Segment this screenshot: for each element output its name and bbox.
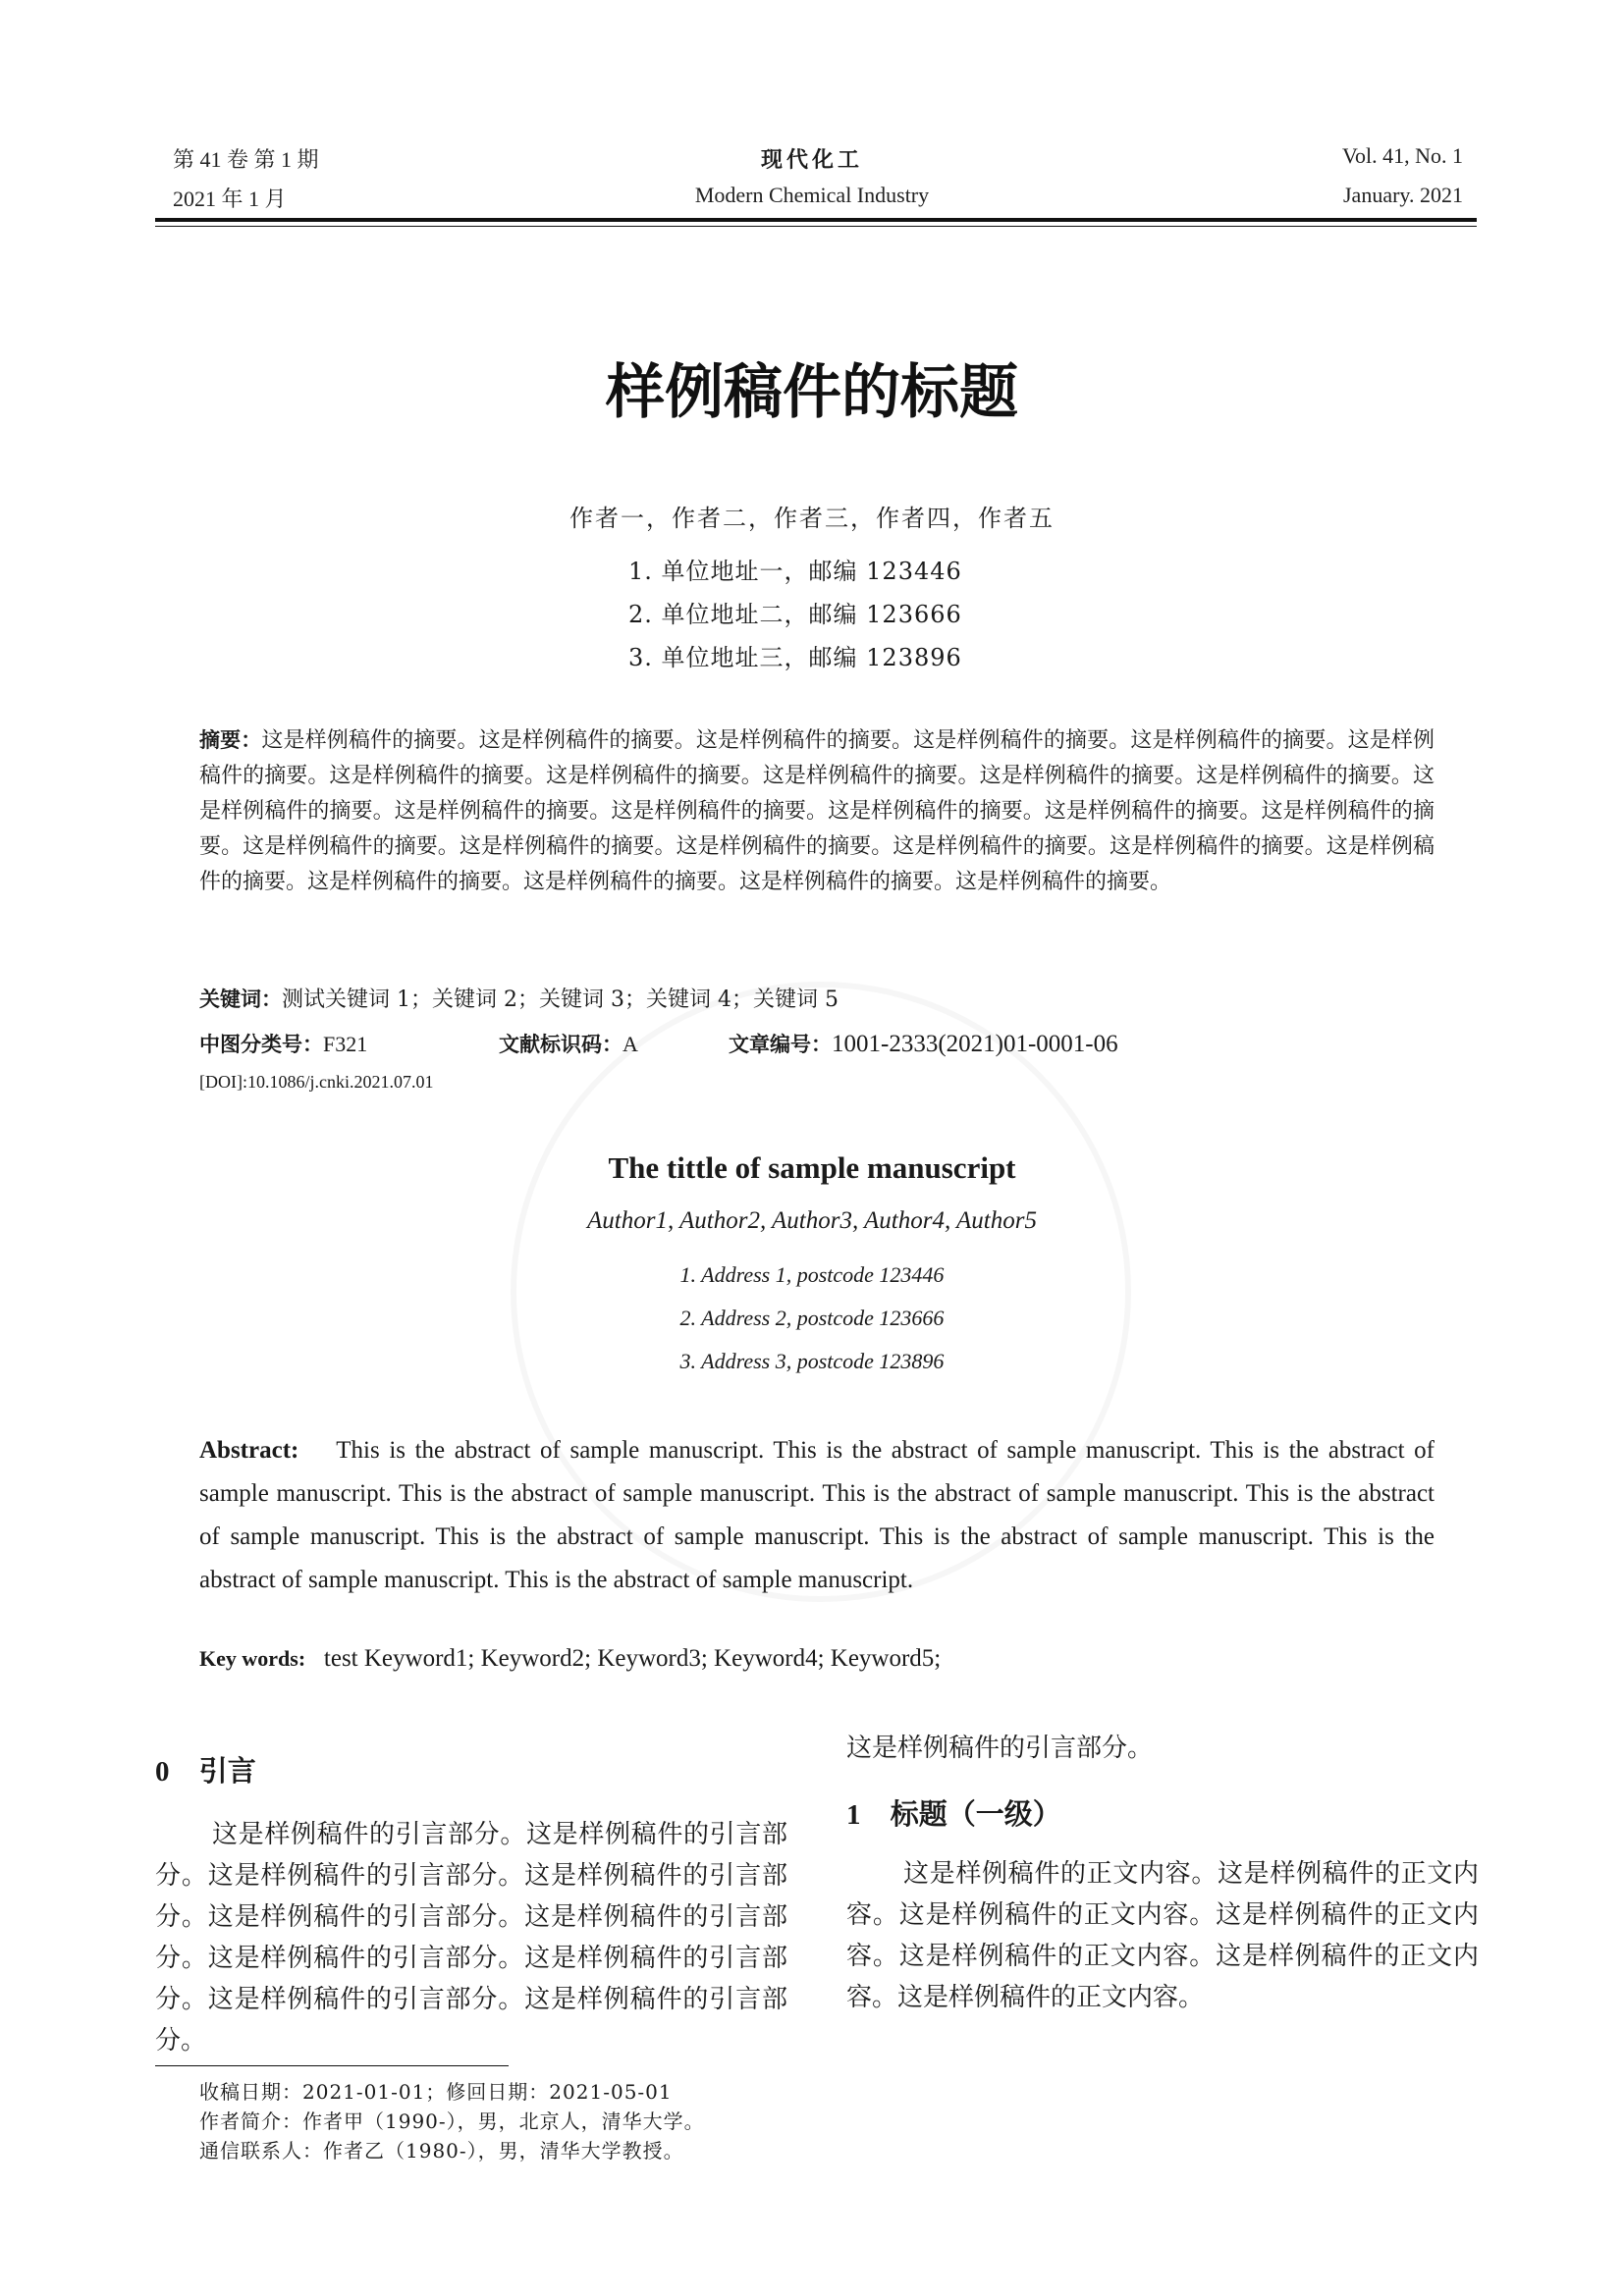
- header-volume-en: Vol. 41, No. 1: [1341, 143, 1463, 168]
- article-value: 1001-2333(2021)01-0001-06: [832, 1031, 1118, 1057]
- section-0-heading: [155, 1749, 256, 1789]
- affiliation-cn-1: 1. 单位地址一，邮编 123446: [628, 558, 962, 585]
- page-title-en: The tittle of sample manuscript: [608, 1150, 1016, 1185]
- article-number: [729, 1029, 1118, 1058]
- journal-name-cn: 现代化工: [760, 147, 863, 173]
- section-1-heading: [846, 1792, 1061, 1833]
- section-0-title: 引言: [198, 1754, 256, 1788]
- abstract-cn: [199, 722, 1435, 900]
- authors-en: Author1, Author2, Author3, Author4, Author5: [587, 1207, 1037, 1234]
- doc-code: [499, 1029, 638, 1058]
- footnote-corresponding: 通信联系人：作者乙（1980-），男，清华大学教授。: [199, 2139, 684, 2163]
- abstract-cn-text: 这是样例稿件的摘要。这是样例稿件的摘要。这是样例稿件的摘要。这是样例稿件的摘要。这是样例稿件的摘要。这是样例稿件的摘要。这是样例稿件的摘要。这是样例稿件的摘要。这是样例稿件的摘要。这是样例稿件的摘要。这是样例稿件的摘要。这是样例稿件的摘要。这是样例稿件的摘要。这是样例稿件的摘要。这是样例稿件的摘要。这是样例稿件的摘要。这是样例稿件的摘要。这是样例稿件的摘要。这是样例稿件的摘要。这是样例稿件的摘要。这是样例稿件的摘要。这是样例稿件的摘要。这是样例稿件的摘要。这是样例稿件的摘要。这是样例稿件的摘要。这是样例稿件的摘要。这是样例稿件的摘要。: [199, 728, 1435, 894]
- page-title-cn: 样例稿件的标题: [606, 358, 1018, 427]
- keywords-cn: [199, 982, 1435, 1018]
- clc-number: [199, 1029, 367, 1058]
- keywords-cn-text: 测试关键词 1；关键词 2；关键词 3；关键词 4；关键词 5: [282, 988, 839, 1012]
- doc-label: 文献标识码：: [499, 1033, 623, 1056]
- abstract-cn-label: 摘要：: [199, 728, 262, 752]
- keywords-cn-label: 关键词：: [199, 988, 282, 1011]
- doc-value: A: [623, 1032, 638, 1056]
- clc-value: F321: [323, 1032, 368, 1056]
- abstract-en-text: This is the abstract of sample manuscript. This is the abstract of sample manuscript. This is the abstract of sample manuscript. This is the abstract of sample manuscript. This is the abstract of sample manuscript. This is the abstract of sample manuscript. This is the abstract of sample manuscript. This is the abstract of sample manuscript. This is the abstract of sample manuscript. This is the abstract of sample manuscript.: [199, 1437, 1435, 1593]
- keywords-en-text: test Keyword1; Keyword2; Keyword3; Keyword4; Keyword5;: [323, 1645, 942, 1672]
- journal-name-en: Modern Chemical Industry: [694, 183, 930, 207]
- authors-cn: 作者一，作者二，作者三，作者四，作者五: [569, 505, 1055, 532]
- header-date-en: January. 2021: [1343, 183, 1463, 207]
- abstract-en: [199, 1429, 1435, 1602]
- section-0-number: 0: [155, 1756, 170, 1788]
- keywords-en-label: Key words:: [199, 1646, 306, 1671]
- section-0-continued: 这是样例稿件的引言部分。: [846, 1734, 1154, 1763]
- header-rule-thick: [155, 218, 1477, 222]
- article-label: 文章编号：: [729, 1033, 832, 1056]
- section-1-number: 1: [846, 1799, 861, 1831]
- header-date-cn: 2021 年 1 月: [173, 187, 287, 211]
- doi: [DOI]:10.1086/j.cnki.2021.07.01: [199, 1072, 434, 1092]
- footnote-received: 收稿日期：2021-01-01；修回日期：2021-05-01: [199, 2080, 673, 2104]
- affiliation-cn-2: 2. 单位地址二，邮编 123666: [628, 601, 962, 628]
- clc-label: 中图分类号：: [199, 1033, 323, 1056]
- affiliation-en-1: 1. Address 1, postcode 123446: [679, 1262, 945, 1287]
- section-1-body: 这是样例稿件的正文内容。这是样例稿件的正文内容。这是样例稿件的正文内容。这是样例稿件的正文内容。这是样例稿件的正文内容。这是样例稿件的正文内容。这是样例稿件的正文内容。: [846, 1859, 1479, 2012]
- keywords-en: [199, 1645, 941, 1673]
- header-volume-cn: 第 41 卷 第 1 期: [173, 147, 319, 172]
- section-0-body: 这是样例稿件的引言部分。这是样例稿件的引言部分。这是样例稿件的引言部分。这是样例稿件的引言部分。这是样例稿件的引言部分。这是样例稿件的引言部分。这是样例稿件的引言部分。这是样例稿件的引言部分。这是样例稿件的引言部分。这是样例稿件的引言部分。: [155, 1820, 787, 2056]
- header-rule-thin: [155, 226, 1477, 227]
- footnote-rule: [155, 2065, 509, 2066]
- abstract-en-label: Abstract:: [199, 1437, 299, 1464]
- section-1-title: 标题（一级）: [890, 1797, 1061, 1831]
- affiliation-cn-3: 3. 单位地址三，邮编 123896: [628, 644, 962, 671]
- affiliation-en-2: 2. Address 2, postcode 123666: [679, 1306, 945, 1330]
- footnote-author-bio: 作者简介：作者甲（1990-），男，北京人，清华大学。: [199, 2109, 705, 2133]
- affiliation-en-3: 3. Address 3, postcode 123896: [679, 1349, 945, 1373]
